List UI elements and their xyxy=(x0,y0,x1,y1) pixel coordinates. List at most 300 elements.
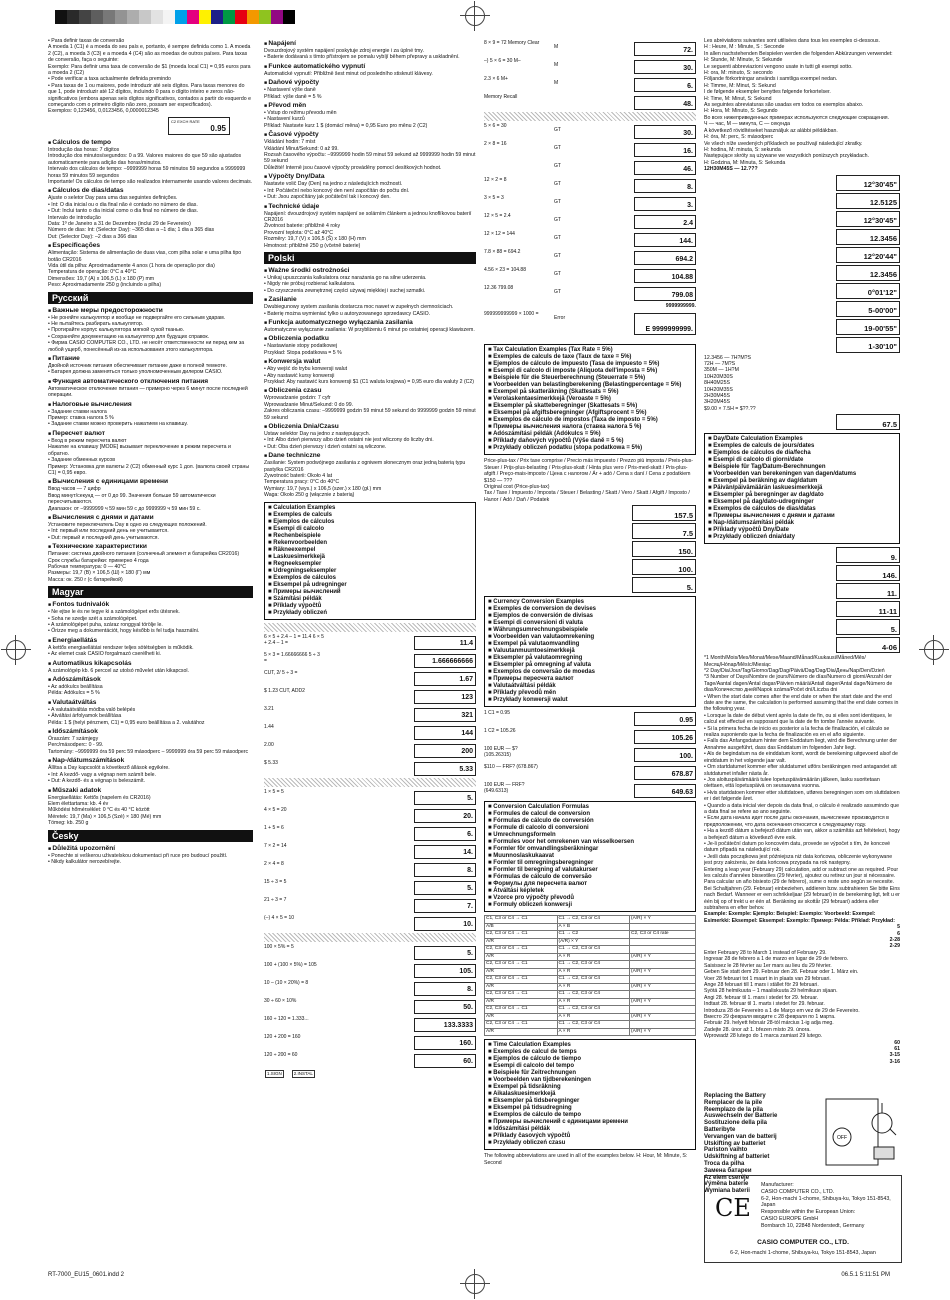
text-line: • Vstup do režimu převodu měn xyxy=(264,110,337,117)
color-swatch xyxy=(199,10,211,24)
text-line: Во всех нижеприведенных примерах используются следующие сокращения. xyxy=(704,114,890,121)
text-line: • Nastawianie stopy podatkowej xyxy=(264,343,338,350)
lcd-value: 46. xyxy=(683,165,693,173)
lcd-display xyxy=(414,1036,476,1050)
lcd-display xyxy=(414,636,476,650)
text-line: Ajuste o seletor Day para uma das seguintes definições. xyxy=(48,195,178,202)
lcd-value: 0.95 xyxy=(679,716,693,724)
calculation-row xyxy=(264,980,476,996)
text-line: Dut: (Selector Day): –2 dias a 366 dias xyxy=(48,233,138,240)
expression: 4.56 × 23 = 104.88 xyxy=(484,267,526,273)
text-line: Ввод минут/секунд — от 0 до 99. Значения больше 59 автоматически пересчитываются. xyxy=(48,492,216,506)
leap-result-displays-2 xyxy=(704,1040,900,1066)
formula-cell: (A/R) × Y xyxy=(630,953,696,961)
color-swatch xyxy=(283,10,295,24)
list-label: ■ Formules voor het omrekenen van wisselkoersen xyxy=(488,839,692,846)
color-swatch xyxy=(175,10,187,24)
lcd-value: 104.88 xyxy=(671,273,693,281)
section-heading: ■ Fontos tudnivalók xyxy=(48,601,253,609)
list-label: ■ Formler för omvandlingsberäkningar xyxy=(488,846,692,853)
lcd-display xyxy=(632,523,696,539)
expression: (–) 4 × 5 = 10 xyxy=(264,914,295,921)
section-heading: ■ Cálculos de tempo xyxy=(48,139,253,147)
formula-cell: (A/R) × Y xyxy=(630,998,696,1006)
section-heading: ■ Технические характеристики xyxy=(48,543,253,551)
color-swatch xyxy=(103,10,115,24)
text-line: Óraszám: 7 számjegy xyxy=(48,736,99,743)
color-swatch xyxy=(247,10,259,24)
currency-results xyxy=(484,710,696,798)
list-label: ■ Conversion Calculation Formulas xyxy=(488,804,692,811)
text-line: • Je-li počáteční datum po koncovém datu, provede se výpočet s tím, že koncové datum připadá na následující rok. xyxy=(704,840,891,854)
formula-cell: C1 → C2, C3 or C4 xyxy=(557,1021,630,1029)
expression: $ 5.33 xyxy=(264,759,278,766)
list-label: ■ Rekenvoorbeelden xyxy=(268,540,472,547)
list-label: ■ Beispiele für Zeitrechnungen xyxy=(488,1070,692,1077)
formula-cell: A/R xyxy=(485,968,558,976)
text-line: Dimensões: 19,7 (A) x 106,5 (L) x 180 (P) mm xyxy=(48,275,155,282)
divider-bar xyxy=(264,933,476,942)
calculation-row xyxy=(484,177,696,193)
text-line: Provozní teplota: 0°C až 40°C xyxy=(264,229,334,236)
conversion-formulas-list xyxy=(484,801,696,912)
color-swatch xyxy=(223,10,235,24)
text-line: Indtast 28. februar til 1. marts i stedet for 29. februar. xyxy=(704,1001,825,1008)
battery-title: Udskiftning af batteriet xyxy=(704,1154,770,1161)
text-line: • Pode verificar a taxa actualmente definida premindo xyxy=(48,76,171,83)
list-label: ■ Ejemplos de conversión de divisas xyxy=(488,613,692,620)
lcd-display xyxy=(634,215,696,229)
lcd-display xyxy=(632,541,696,557)
list-label: ■ Eksempel på afgiftsberegninger (Afgiftsprocent = 5%) xyxy=(488,410,692,417)
memory-indicator: GT xyxy=(554,253,561,259)
lcd-display xyxy=(836,583,900,599)
text-line: H: Time, M: Minut, S: Sekund xyxy=(704,95,772,102)
text-line: • Unikaj upuszczania kalkulatora oraz narażania go na silne uderzenia. xyxy=(264,274,427,281)
formula-cell: (A/R) × Y xyxy=(630,968,696,976)
text-line: Rozměry: 19,7 (V) x 106,5 (Š) x 180 (H) mm xyxy=(264,236,366,243)
calculation-row xyxy=(264,825,476,841)
list-label: ■ Příklady výpočtů Dny/Date xyxy=(708,527,896,534)
text-line: • Lorsque la date de début vient après la date de fin, ou si elles sont identiques, le calcul est effectué en supposant que la date de fin tombe l'année suivante. xyxy=(704,712,892,726)
text-line: 2H30M45S xyxy=(704,392,730,399)
text-line: Zakres obliczania czasu: –9999999 godzin 59 minut 59 sekund do 9999999 godzin 59 minut 59 sekund xyxy=(264,408,476,421)
color-swatch xyxy=(235,10,247,24)
text-line: Energiaellátás: Kettős (napelem és CR2016) xyxy=(48,794,151,801)
lcd-value: 5. xyxy=(890,624,897,634)
lcd-value: 12.3456 xyxy=(869,270,897,280)
battery-title: Batteribyte xyxy=(704,1126,736,1133)
text-line: • Батарея должна заменяться только уполномоченным дилером CASIO. xyxy=(48,369,223,376)
text-line: 3H20M45S xyxy=(704,399,730,406)
list-label: ■ Valutaátváltási példák xyxy=(488,683,692,690)
lcd-value: 321 xyxy=(461,712,473,720)
text-line: Ustaw selektor Day na jedno z następujących. xyxy=(264,431,371,438)
list-label: ■ Formules de calcul de conversion xyxy=(488,811,692,818)
section-heading: ■ Вычисления с днями и датами xyxy=(48,514,253,522)
lcd-display xyxy=(634,287,696,301)
expression: 10 – (10 × 20%) = 8 xyxy=(264,979,309,986)
text-line: • Ne ejtse le és ne tegye ki a számológépet erős ütésnek. xyxy=(48,609,180,616)
price-tax-examples xyxy=(484,458,696,503)
text-line: Вместо 29 февраля вводите с 28 февраля по 1 марта. xyxy=(704,1013,836,1020)
lcd-value: 5. xyxy=(467,795,473,803)
list-label: ■ Voorbeelden van berekeningen van dagen/datums xyxy=(708,471,896,478)
calculation-row xyxy=(264,652,476,668)
lcd-display xyxy=(634,730,696,744)
memory-indicator: M xyxy=(554,44,559,50)
calculation-row xyxy=(484,728,696,744)
text-line: Пример: Установка для валюты 2 (C2) обменный курс 1 дол. (валюта своей страны C1) = 0,95 евро. xyxy=(48,463,250,476)
lcd-value: 5-00'00" xyxy=(868,306,897,316)
text-line: Működési hőmérséklet: 0 °C és 40 °C között xyxy=(48,807,150,814)
text-line: Nastavte volič Day (Den) na jedno z následujících možností. xyxy=(264,181,403,188)
memory-indicator: GT xyxy=(554,235,561,241)
leap-result: 3-15 xyxy=(889,1052,900,1059)
lcd-value: 10. xyxy=(463,921,473,929)
calculation-row xyxy=(264,843,476,859)
formula-cell: (A/R) × Y xyxy=(630,1028,696,1036)
text-line: • Quando a data inicial vier depois da data final, o cálculo é realizado assumindo que a data final se refere ao ano seguinte. xyxy=(704,802,900,815)
memory-indicator: M xyxy=(554,80,559,86)
lcd-value: 0°01'12" xyxy=(867,288,897,298)
calculation-row xyxy=(484,213,696,229)
list-label: ■ Formuły obliczeń konwersji xyxy=(488,902,692,909)
text-line: • A számológépet puha, száraz ronggyal törölje le. xyxy=(48,622,163,628)
section-heading: ■ Funkce automatického vypnutí xyxy=(264,63,476,71)
battery-title: Replacing the Battery xyxy=(704,1093,766,1099)
calculation-row xyxy=(264,670,476,686)
expression: 7.8 × 88 = 694.2 xyxy=(484,249,521,255)
text-line: Tax / Taxe / Impuesto / Imposta / Steuer / Belasting / Skatt / Vero / Skatt / Afgift / Imposto / Налог / Adó / Daň / Podatek xyxy=(484,490,690,503)
text-line: • Nastavení kurzů xyxy=(264,116,305,123)
lcd-value: 14. xyxy=(463,849,473,857)
formula-cell: C2, C3 or C4 → C1 xyxy=(485,976,558,984)
lcd-value: 100. xyxy=(678,564,693,574)
lcd-value: 12.3456 xyxy=(869,234,897,244)
list-label: ■ Beispiele für die Steuerberechnung (Steuerrate = 5%) xyxy=(488,375,692,382)
text-line: • Őrizze meg a dokumentációt, hogy később is fel tudja használni. xyxy=(48,628,200,635)
lcd-display xyxy=(414,982,476,996)
lcd-display xyxy=(634,766,696,780)
lcd-display xyxy=(634,125,696,139)
text-line: Original cost (Price-plus-tax) xyxy=(484,484,550,491)
lcd-value: 8. xyxy=(467,867,473,875)
battery-replacement-illustration xyxy=(820,1093,900,1171)
battery-title: Wymiana baterii xyxy=(704,1188,750,1195)
text-line: Intervalo de introdução xyxy=(48,214,101,221)
section-heading: ■ Automatikus kikapcsolás xyxy=(48,660,253,668)
expression: 100 × 5% = 5 xyxy=(264,943,294,950)
text-line: H: Hora, M: Minuto, S: Segundo xyxy=(704,108,778,115)
lcd-display xyxy=(836,229,900,245)
list-label: ■ Exempel på tidsräkning xyxy=(488,1084,692,1091)
big-result-line: 9999999999. xyxy=(665,303,696,309)
formula-cell xyxy=(630,923,696,931)
list-label: ■ Примеры вычислений xyxy=(268,589,472,596)
text-line: Példa: Adókulcs = 5 % xyxy=(48,690,100,697)
expression: 2.3 × 6 M+ xyxy=(484,76,508,82)
formula-cell: C1 → C2, C3 or C4 xyxy=(557,991,630,999)
text-line: H: óra, M: perc, S: másodperc xyxy=(704,134,774,141)
list-label: ■ Примеры вычисления налога (ставка налога 5 %) xyxy=(488,424,692,431)
leap-result: 3-16 xyxy=(889,1058,900,1065)
lcd-value: 5. xyxy=(467,885,473,893)
expression: 160 ÷ 120 = 1.333... xyxy=(264,1015,309,1022)
formula-cell: A/R xyxy=(485,983,558,991)
lcd-display xyxy=(634,251,696,265)
lcd-display xyxy=(414,946,476,960)
text-line: • Задание обменных курсов xyxy=(48,457,116,464)
text-line: Przykład: Stopa podatkowa = 5 % xyxy=(264,349,342,356)
list-label: ■ Umrechnungsformeln xyxy=(488,832,692,839)
expression: Memory Recall xyxy=(484,94,518,100)
crop-mark-bottom xyxy=(465,1274,485,1294)
text-line: Példa: 1 $ (helyi pénznem, C1) = 0,95 euro beállítása a 2. valutához xyxy=(48,719,205,726)
manufacturer-info xyxy=(761,1182,901,1230)
lcd-display xyxy=(634,712,696,726)
calculation-row xyxy=(484,195,696,211)
text-line: Рабочая температура: 0 — 40°C xyxy=(48,563,127,570)
column-3 xyxy=(484,38,696,1260)
lcd-value: 48. xyxy=(683,100,693,108)
lcd-display xyxy=(414,845,476,859)
russian-section xyxy=(48,307,253,584)
color-swatch xyxy=(259,10,271,24)
lcd-display xyxy=(414,654,476,668)
lcd-display xyxy=(414,672,476,686)
day-notes xyxy=(704,655,900,693)
list-label: ■ Eksempler på skatteberegninger (Skattesats = 5%) xyxy=(488,403,692,410)
text-line: • Dut: Oba dzień pierwszy i dzień ostatni są wliczone. xyxy=(264,443,387,450)
memory-calculation-examples xyxy=(264,789,476,931)
section-heading: ■ Zasilanie xyxy=(264,296,476,304)
text-line: • Задание ставки налога xyxy=(48,408,107,415)
memory-indicator: GT xyxy=(554,181,561,187)
crop-mark-top xyxy=(465,6,485,26)
list-label: ■ Exemplos de cálculo de impostos (Taxa de imposto = 5%) xyxy=(488,417,692,424)
text-line: Автоматическое отключение питания — примерно через 6 минут после последней операции. xyxy=(48,385,248,399)
formula-row xyxy=(485,938,696,946)
lcd-value: 11-11 xyxy=(878,606,897,616)
calculation-row xyxy=(264,807,476,823)
text-line: Número de dias: Int: (Selector Day): –365 dias a –1 dia; 1 dia a 365 dias xyxy=(48,227,215,234)
list-label: ■ Exempel på skatteräkning (Skattesats = 5%) xyxy=(488,389,692,396)
formula-cell: A/R xyxy=(485,1028,558,1036)
lcd-display xyxy=(836,547,900,563)
lcd-display xyxy=(414,917,476,931)
text-line: Price-plus-tax / Prix taxe comprise / Precio más impuesto / Prezzo più imposta / Preis-plus-Steuer / Prijs-plus-belasting / Pris-plus-skatt / Hinta plus vero / Pris-med-skatt / Pris-plus-afgift / Preço-mais-imposto / Цена с налогом / Ár + adó / Cena s daní / Cena z podatkiem xyxy=(484,458,694,478)
list-label: ■ Voorbeelden van tijdberekeningen xyxy=(488,1077,692,1084)
battery-title: Vervangen van de batterij xyxy=(704,1133,777,1140)
calculation-row xyxy=(484,123,696,139)
error-example xyxy=(484,311,696,341)
text-line: • Nastavení výše daně xyxy=(264,87,316,94)
text-line: Méretek: 19,7 (Ma) × 106,5 (Szé) × 180 (Mé) mm xyxy=(48,813,162,820)
formula-cell: C1 → C2, C3 or C4 xyxy=(557,961,630,969)
conversion-formula-table xyxy=(484,915,696,1036)
text-line: Les abréviations suivantes sont utilisées dans tous les exemples ci-dessous. xyxy=(704,38,880,44)
text-line: • Вход в режим пересчета валют xyxy=(48,437,127,444)
text-line: 10H20M30S xyxy=(704,373,733,380)
abbreviation-note: The following abbreviations are used in all of the examples below. H: Hour, M: Minute, S: Second xyxy=(484,1153,688,1166)
footer-timestamp: 06.5.1 5:11:51 PM xyxy=(841,1272,890,1278)
text-line: Ve všech níže uvedených příkladech se používají následující zkratky. xyxy=(704,140,863,147)
expression: $110 — FRF? (678.867) xyxy=(484,764,538,771)
section-body xyxy=(48,853,253,866)
section-heading: ■ Důležitá upozornění xyxy=(48,845,253,853)
text-line: Waga: Około 250 g (włącznie z baterią) xyxy=(264,492,355,499)
calculation-row xyxy=(264,724,476,740)
text-line: • A valutaátváltás módba való belépés xyxy=(48,706,136,713)
section-heading: ■ Konwersja walut xyxy=(264,358,476,366)
list-label: ■ Time Calculation Examples xyxy=(488,1042,692,1049)
text-line: Alimentação: Sistema de alimentação de duas vias, com pilha solar e uma pilha tipo botão CR2016 xyxy=(48,250,242,263)
calculation-row xyxy=(264,688,476,704)
section-heading: ■ Важные меры предосторожности xyxy=(48,307,253,315)
text-line: H: hodina, M: minuta, S: sekunda xyxy=(704,146,781,153)
leap-instructions xyxy=(704,950,900,1040)
calculation-row xyxy=(264,634,476,650)
text-line: Срок службы батарейки: примерно 4 года xyxy=(48,557,149,564)
list-label: ■ Formule di calcolo di conversioni xyxy=(488,825,692,832)
lcd-display xyxy=(414,726,476,740)
section-body xyxy=(48,250,253,288)
list-label: ■ Ejemplos de cálculo de impuesto (Tasa de impuesto = 5%) xyxy=(488,361,692,368)
text-line: Enter February 28 to March 1 instead of February 29. xyxy=(704,949,827,956)
list-label: ■ Udregningseksempler xyxy=(268,568,472,575)
lcd-display xyxy=(836,565,900,581)
column-2 xyxy=(264,38,476,1260)
formula-cell: (A/R) × Y xyxy=(630,1013,696,1021)
expression: 100 + (100 × 5%) = 105 xyxy=(264,961,317,968)
text-line: $9.00 × 7.5H = $??.?? xyxy=(704,405,756,412)
text-line: Hmotnost: přibližně 250 g (včetně baterie) xyxy=(264,242,361,249)
section-heading: ■ Cálculos de dias/datas xyxy=(48,187,253,195)
list-label: ■ Voorbeelden van belastingberekening (Belastingpercentage = 5%) xyxy=(488,382,692,389)
list-label: ■ Adószámítási példák (Adókulcs = 5%) xyxy=(488,431,692,438)
battery-title: Pariston vaihto xyxy=(704,1147,748,1154)
battery-title: Troca da pilha xyxy=(704,1160,745,1167)
section-heading: ■ Technické údaje xyxy=(264,203,476,211)
lcd-display xyxy=(634,313,696,335)
text-line: Размеры: 19,7 (В) × 106,5 (Ш) × 180 (Г) мм xyxy=(48,570,151,577)
text-line: Vkládání hodin: 7 míst xyxy=(264,139,316,146)
manufacturer-line: CASIO EUROPE GmbH xyxy=(761,1215,819,1222)
formula-cell: C1 → C2, C3 or C4 xyxy=(557,976,630,984)
lcd-display xyxy=(632,577,696,593)
color-swatch xyxy=(151,10,163,24)
list-label: ■ Esempi di calcolo di imposte (Aliquota dell'imposta = 5%) xyxy=(488,368,692,375)
text-line: • Als de begindatum na de einddatum komt, wordt de berekening uitgevoerd alsof de einddatum in het volgende jaar valt. xyxy=(704,751,898,764)
lcd-display xyxy=(634,197,696,211)
lcd-display xyxy=(414,762,476,776)
formula-row xyxy=(485,961,696,969)
text-line: 12.3456 — 7H?M?S xyxy=(704,354,752,361)
text-line: *1 Month/Mois/Mes/Monat/Mese/Maand/Månad/Kuukausi/Måned/Mês/Месяц/Hónap/Měsíc/Miesiąc xyxy=(704,655,866,668)
expression: 1 + 5 = 6 xyxy=(264,824,284,831)
section-heading: ■ Valutaátváltás xyxy=(48,699,253,707)
list-label: ■ Regneeksempler xyxy=(268,561,472,568)
formula-row xyxy=(485,976,696,984)
lcd-display xyxy=(836,247,900,263)
formula-cell: C2, C3 or C4 → C1 xyxy=(485,991,558,999)
language-title-czech: Česky xyxy=(48,830,253,842)
text-line: A következő rövidítéseket használjuk az alábbi példákban. xyxy=(704,127,838,134)
list-label: ■ Exemplos de conversão de moedas xyxy=(488,669,692,676)
lcd-value: 72. xyxy=(683,46,693,54)
list-label: ■ Verolaskentaesimerkkejä (Veroaste = 5%) xyxy=(488,396,692,403)
list-label: ■ Rechenbeispiele xyxy=(268,533,472,540)
memory-indicator: GT xyxy=(554,217,561,223)
text-line: A számológép kb. 6 perccel az utolsó művelet után kikapcsol. xyxy=(48,667,190,674)
list-label: ■ Příklady převodů měn xyxy=(488,690,692,697)
section-heading: ■ Energiaellátás xyxy=(48,637,253,645)
expression: 12 × 12 = 144 xyxy=(484,231,515,237)
text-line: Entering a leap year (February 29) calculation, add or subtract one as required. Pour les calculs d'années bissextiles (29 février), ajoutez ou retirez un jour si nécessaire. Para calcular un año bisiesto (29 de febrero), sume o reste uno según se necesite. Bei Schaltjahren (29. Februar) einbeziehen, addieren bzw. subtrahieren Sie bitte Eins nach Bedarf. Wanneer er een schrikkeljaar (29 februari) in de berekening ligt, telt u er één bij op of trekt u er één af. Beräkning av skottår (29 februari) addera eller subtrahera en efter behov. xyxy=(704,866,900,912)
text-line: Introdução das horas: 7 dígitos xyxy=(48,146,120,153)
list-label: ■ Exemples de calculs de jours/dates xyxy=(708,443,896,450)
battery-title: Auswechseln der Batterie xyxy=(704,1113,778,1120)
list-label: ■ Przykłady obliczeń xyxy=(268,610,472,617)
lcd-display xyxy=(634,179,696,193)
lcd-value: 8. xyxy=(687,183,693,191)
language-title-hungarian: Magyar xyxy=(48,586,253,598)
formula-row xyxy=(485,916,696,924)
text-line: Двойной источник питания обеспечивает питание даже в полной темноте. xyxy=(48,363,227,370)
formula-cell: C2, C3 or C4 rate xyxy=(630,931,696,939)
expression: CUT, 2/ 5 ÷ 3 = xyxy=(264,669,298,676)
lcd-value: 678.87 xyxy=(671,770,693,778)
text-line: Vida útil da pilha: Aproximadamente 4 anos (1 hora de operação por dia) xyxy=(48,262,215,269)
formula-row xyxy=(485,1006,696,1014)
color-swatch xyxy=(271,10,283,24)
time-example-lines xyxy=(704,355,900,413)
text-line: Диапазон: от –9999999 ч 59 мин 59 с до 9999999 ч 59 мин 59 с. xyxy=(48,505,201,512)
list-label: ■ Exemplos de cálculo de tempo xyxy=(488,1112,692,1119)
lcd-display xyxy=(634,60,696,74)
lcd-display xyxy=(634,161,696,175)
calculation-row xyxy=(484,58,696,74)
list-label: ■ Формулы для пересчета валют xyxy=(488,881,692,888)
hungarian-section xyxy=(48,601,253,826)
section-heading: ■ Időszámítások xyxy=(48,728,253,736)
list-label: ■ Day/Date Calculation Examples xyxy=(708,436,896,443)
formula-row xyxy=(485,991,696,999)
section-heading: ■ Ważne środki ostrożności xyxy=(264,267,476,275)
text-line: • Ponechte si veškerou uživatelskou dokumentaci při ruce pro budoucí použití. xyxy=(48,852,228,859)
language-title-polish: Polski xyxy=(264,252,476,264)
text-line: • Para taxas de 1 ou maiores, pode introduzir até seis dígitos. Para taxas menores do que 1, pode introduzir até 12 dígitos, incluindo 0 para o dígito inteiro e zeros não-significativos (embora apenas seis dígitos significativos, contados a partir do esquerdo e começando com o primeiro dígito não zero, possam ser especificados). xyxy=(48,82,251,109)
lcd-display xyxy=(634,42,696,56)
formula-cell: A × R xyxy=(557,953,630,961)
manufacturer-line: 6-2, Hon-machi 1-chome, Shibuya-ku, Tokyo 151-8543, Japan xyxy=(761,1195,891,1209)
formula-cell: C2, C3 or C4 → C1 xyxy=(485,961,558,969)
lcd-value: 123 xyxy=(461,694,473,702)
leap-result: 61 xyxy=(894,1045,900,1052)
formula-cell: C2, C3 or C4 → C1 xyxy=(485,1006,558,1014)
section-heading: ■ Převod měn xyxy=(264,102,476,110)
lcd-display xyxy=(632,559,696,575)
calculation-row xyxy=(264,962,476,978)
text-line: • Int: первый или последний день не учитывается. xyxy=(48,528,169,535)
percent-calculation-examples xyxy=(264,944,476,1068)
formula-cell: (A/R) × Y xyxy=(557,938,630,946)
lcd-display xyxy=(836,601,900,617)
formula-cell: C2, C3 or C4 → C1 xyxy=(485,931,558,939)
lcd-value: 1.666666666 xyxy=(432,658,473,666)
text-line: Temperatura pracy: 0°C do 40°C xyxy=(264,479,340,486)
